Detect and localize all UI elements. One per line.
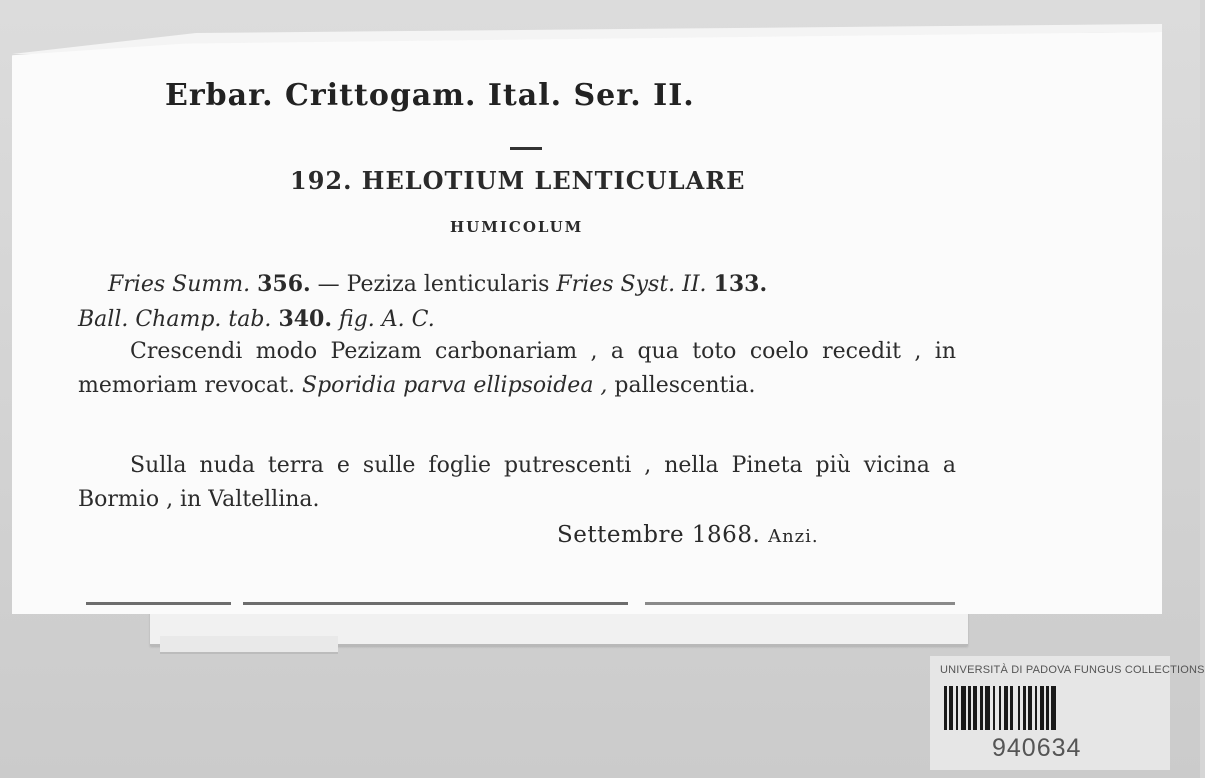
description-text: Crescendi modo Pezizam carbonariam , a qua toto coelo recedit , in memoriam revocat.: [78, 339, 956, 398]
heading-separator: [510, 147, 542, 150]
label-bottom-rule: [645, 602, 955, 605]
collection-date: Settembre 1868.: [557, 522, 761, 548]
ref-synonym: Peziza lenticularis: [346, 272, 550, 297]
collection-date-line: [557, 522, 819, 548]
label-bottom-rule: [243, 602, 628, 605]
reference-line-1: [78, 267, 956, 302]
collector-name: Anzi.: [768, 526, 819, 547]
ref-author: Fries Summ.: [108, 272, 251, 297]
collection-name: UNIVERSITÀ DI PADOVA FUNGUS COLLECTIONS: [940, 664, 1205, 676]
variety-name: HUMICOLUM: [450, 218, 584, 236]
ref-dash: —: [317, 272, 340, 297]
reference-line-2: [78, 302, 956, 337]
species-name: 192. HELOTIUM LENTICULARE: [290, 166, 746, 195]
barcode-label: [930, 656, 1205, 770]
description-paragraph: [78, 335, 956, 403]
ref-author-2: Fries Syst. II.: [556, 272, 707, 297]
underlying-paper-tab: [160, 636, 338, 654]
locality-text: Sulla nuda terra e sulle foglie putrescenti , nella Pineta più vicina a Bormio , in Valtellina.: [78, 453, 956, 512]
barcode: [944, 686, 1158, 730]
reference-block: [78, 267, 956, 337]
ref-page: 356.: [257, 271, 311, 297]
ref-page-2: 133.: [713, 271, 768, 297]
barcode-stripe: [1056, 686, 1059, 730]
label-bottom-rule: [86, 602, 231, 605]
ref-plate-source: Ball. Champ. tab.: [78, 307, 272, 332]
ref-plate-number: 340.: [278, 306, 333, 332]
series-heading: Erbar. Crittogam. Ital. Ser. II.: [165, 78, 695, 113]
catalog-number: 940634: [992, 734, 1082, 762]
description-sporidia: Sporidia parva ellipsoidea ,: [302, 373, 608, 398]
ref-figure: fig. A. C.: [339, 307, 435, 332]
locality-paragraph: [78, 449, 956, 517]
description-tail: pallescentia.: [614, 373, 756, 398]
